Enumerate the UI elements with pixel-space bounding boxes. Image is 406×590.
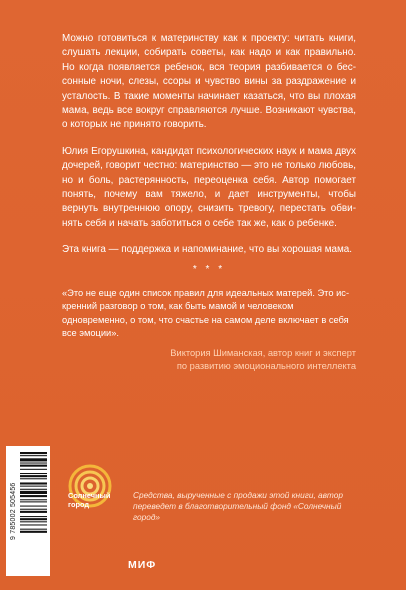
barcode-bar xyxy=(20,524,47,525)
foundation-name-line-1: Солнечный xyxy=(68,491,111,500)
barcode-bar xyxy=(20,516,47,517)
foundation-logo-text xyxy=(68,492,110,509)
review-attribution xyxy=(62,347,356,373)
charity-note: Средства, вырученные с продажи этой книги, автор переведет в благотворительный фонд «Солнечный город» xyxy=(133,490,343,523)
barcode-bar xyxy=(20,491,47,494)
barcode-bar xyxy=(20,521,47,522)
publisher-logo: МИФ xyxy=(128,559,157,571)
barcode-bar xyxy=(20,465,47,467)
barcode-bar xyxy=(20,469,47,470)
isbn-digits: 9 785002 505456 xyxy=(10,482,17,540)
barcode-bar xyxy=(20,455,47,456)
barcode-bar xyxy=(20,529,47,530)
barcode-bar xyxy=(20,501,47,502)
barcode-bar xyxy=(20,486,47,487)
description-paragraph-3: Эта книга — поддержка и напоминание, что вы хорошая мама. xyxy=(62,244,353,256)
barcode-bar xyxy=(20,452,47,454)
barcode-bar xyxy=(20,463,47,464)
barcode-bar xyxy=(20,518,47,520)
barcode-bar xyxy=(20,478,47,479)
barcode-bar xyxy=(20,489,47,490)
description-paragraph-2: Юлия Егорушкина, кандидат психологических наук и мама двух дочерей, говорит честно: материнство — это не только любовь, но и боль, растерянность, переоценка себя. Автор помогает понять, почему вам тяжело, и дает инструменты, чтобы вернуть внутреннюю опору, снизить тревогу, перестать обвинять себя и начать заботиться о себе так же, как о ребенке. xyxy=(62,145,356,229)
barcode-bar xyxy=(20,475,47,477)
foundation-name-line-2: город xyxy=(68,499,90,509)
barcode-bar xyxy=(20,531,47,533)
barcode-bar xyxy=(20,458,47,461)
barcode-bar xyxy=(20,499,47,500)
barcode-bar xyxy=(20,482,47,484)
isbn-barcode xyxy=(6,446,50,576)
review-quote: «Это не еще один список правил для идеальных матерей. Это искренний разговор о том, как быть мамой и человеком одновременно, о том, что счастье на самом деле включает в себя все эмоции». xyxy=(62,287,350,339)
review-author-line-2: по развитию эмоционального интеллекта xyxy=(176,361,356,372)
barcode-bar xyxy=(20,511,47,513)
barcode-bar xyxy=(20,506,47,507)
barcode-bar xyxy=(20,473,47,474)
barcode-bar xyxy=(20,495,47,497)
review-author-line-1: Виктория Шиманская, автор книг и эксперт xyxy=(170,348,356,359)
barcode-bar xyxy=(20,509,47,510)
section-separator: * * * xyxy=(192,263,226,275)
description-block xyxy=(62,32,356,373)
description-paragraph-1: Можно готовиться к материнству как к проекту: читать книги, слушать лекции, собирать советы, как надо и как правильно. Но когда появляется ребенок, вся теория разбивается о бессонные ночи, слезы, ссоры и чувство вины за раздражение и усталость. В такие моменты начинает казаться, что вы плохая мама, ведь все вокруг справляются лучше. Возникают чувства, о которых не принято говорить. xyxy=(62,33,356,131)
